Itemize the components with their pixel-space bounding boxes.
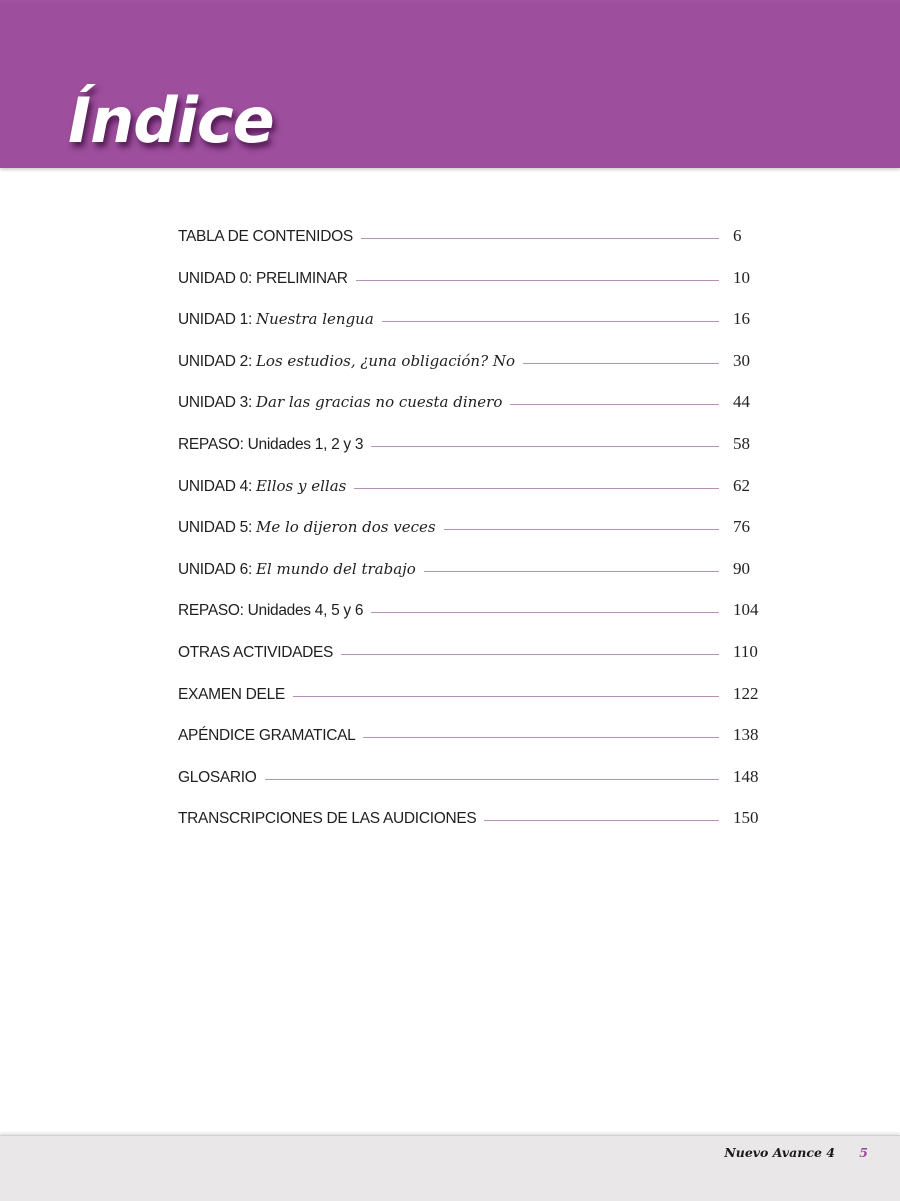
- toc-entry[interactable]: [178, 309, 778, 351]
- toc-entry[interactable]: [178, 476, 778, 518]
- toc-entry[interactable]: [178, 559, 778, 601]
- toc-page-number: 30: [733, 350, 750, 370]
- toc-leader-line: [484, 819, 719, 821]
- toc-page-number: 16: [733, 309, 750, 329]
- toc-leader-line: [444, 528, 719, 530]
- toc-entry-label: UNIDAD 5: Me lo dijeron dos veces: [178, 518, 436, 537]
- toc-entry-label: UNIDAD 2: Los estudios, ¿una obligación? No: [178, 351, 516, 370]
- toc-entry[interactable]: [178, 226, 778, 268]
- toc-leader-line: [371, 445, 719, 447]
- toc-page-number: 58: [733, 433, 750, 453]
- toc-page-number: 122: [733, 683, 759, 703]
- page-title: Índice: [68, 84, 274, 157]
- page-footer: [0, 1135, 900, 1201]
- table-of-contents: [178, 226, 778, 850]
- toc-leader-line: [424, 570, 719, 572]
- toc-leader-line: [510, 403, 719, 405]
- toc-leader-line: [293, 695, 719, 697]
- toc-leader-line: [341, 653, 719, 655]
- toc-entry[interactable]: [178, 808, 778, 850]
- toc-entry[interactable]: [178, 517, 778, 559]
- toc-page-number: 44: [733, 392, 750, 412]
- toc-entry[interactable]: [178, 392, 778, 434]
- toc-page-number: 104: [733, 600, 759, 620]
- toc-entry-label: UNIDAD 4: Ellos y ellas: [178, 476, 347, 495]
- toc-leader-line: [265, 778, 719, 780]
- toc-entry-label: UNIDAD 0: PRELIMINAR: [178, 269, 348, 287]
- toc-entry-label: UNIDAD 1: Nuestra lengua: [178, 310, 374, 329]
- toc-entry[interactable]: [178, 767, 778, 809]
- toc-page-number: 150: [733, 808, 759, 828]
- toc-page-number: 138: [733, 725, 759, 745]
- toc-page-number: 90: [733, 558, 750, 578]
- header-top-edge: [0, 0, 900, 3]
- toc-entry-label: APÉNDICE GRAMATICAL: [178, 727, 356, 745]
- toc-leader-line: [363, 736, 719, 738]
- toc-entry[interactable]: [178, 434, 778, 476]
- toc-entry[interactable]: [178, 725, 778, 767]
- toc-entry[interactable]: [178, 351, 778, 393]
- page-number: 5: [859, 1145, 868, 1160]
- toc-leader-line: [356, 279, 719, 281]
- toc-entry[interactable]: [178, 268, 778, 310]
- toc-page-number: 10: [733, 267, 750, 287]
- toc-entry-label: REPASO: Unidades 4, 5 y 6: [178, 602, 364, 620]
- toc-page-number: 6: [733, 226, 742, 245]
- toc-entry-label: EXAMEN DELE: [178, 685, 285, 703]
- toc-page-number: 62: [733, 475, 750, 495]
- toc-entry-label: TABLA DE CONTENIDOS: [178, 228, 353, 245]
- toc-entry[interactable]: [178, 600, 778, 642]
- toc-entry[interactable]: [178, 642, 778, 684]
- toc-entry[interactable]: [178, 684, 778, 726]
- toc-page-number: 76: [733, 517, 750, 537]
- toc-leader-line: [382, 320, 719, 322]
- toc-entry-label: OTRAS ACTIVIDADES: [178, 643, 334, 661]
- toc-leader-line: [371, 611, 719, 613]
- book-title: Nuevo Avance 4: [724, 1145, 835, 1160]
- toc-entry-label: REPASO: Unidades 1, 2 y 3: [178, 435, 364, 453]
- toc-leader-line: [523, 362, 719, 364]
- toc-leader-line: [354, 487, 719, 489]
- toc-leader-line: [361, 237, 719, 239]
- toc-page-number: 110: [733, 641, 758, 661]
- chapter-header-banner: [0, 0, 900, 168]
- toc-entry-label: GLOSARIO: [178, 768, 257, 786]
- toc-page-number: 148: [733, 766, 759, 786]
- toc-entry-label: UNIDAD 3: Dar las gracias no cuesta dinero: [178, 393, 503, 412]
- toc-entry-label: UNIDAD 6: El mundo del trabajo: [178, 559, 416, 578]
- toc-entry-label: TRANSCRIPCIONES DE LAS AUDICIONES: [178, 810, 477, 828]
